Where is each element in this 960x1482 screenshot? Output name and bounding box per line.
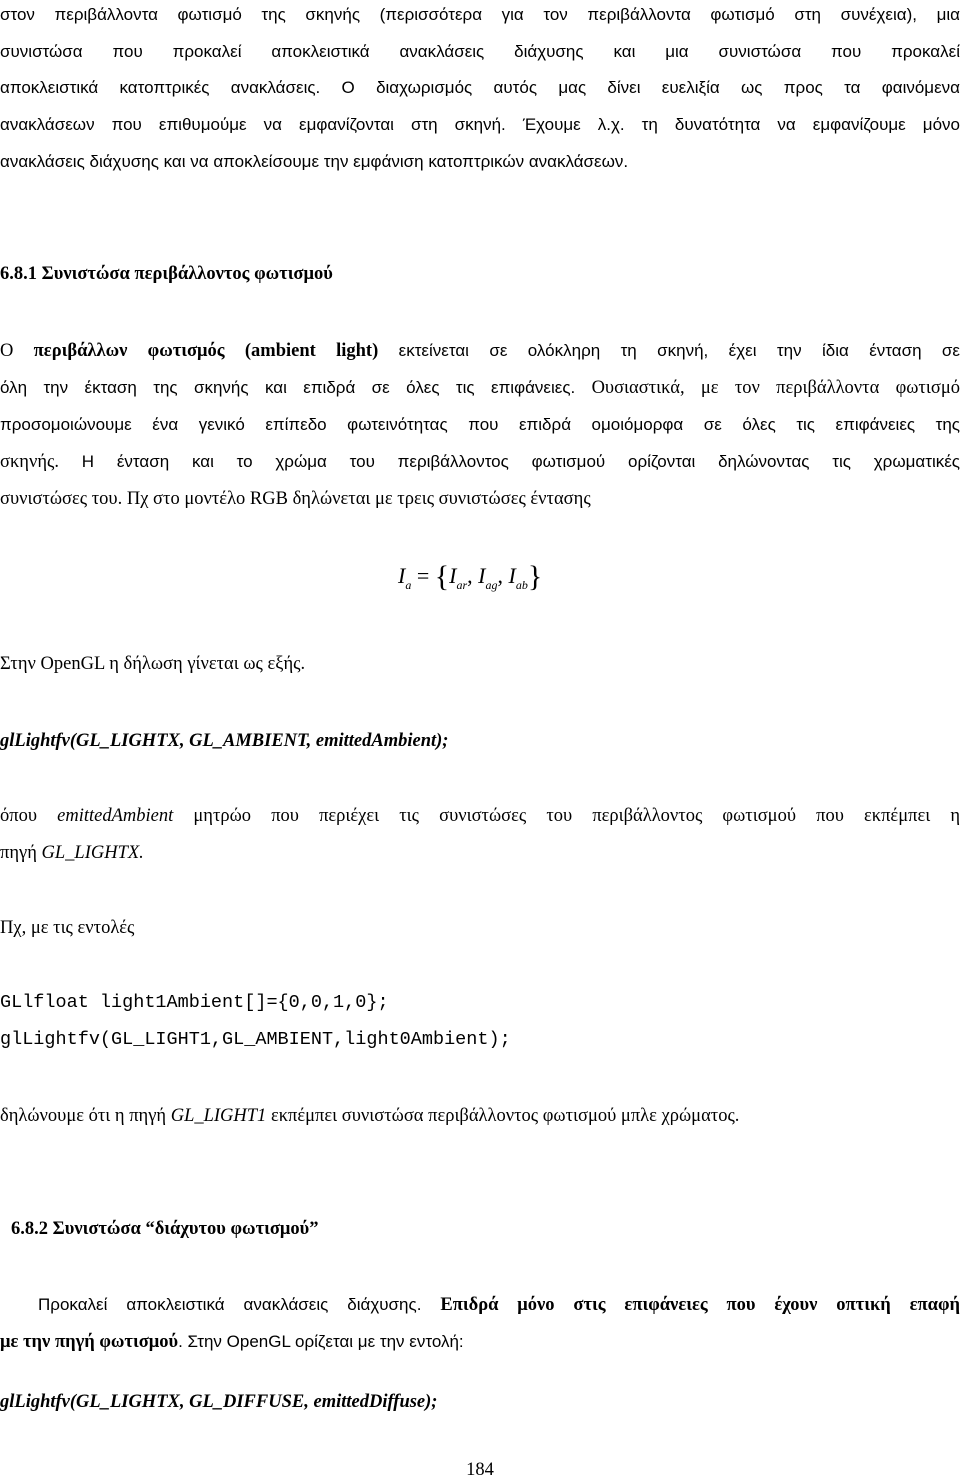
right-brace: } [527,560,543,593]
intro-line-4: ανακλάσεων που επιθυμούμε να εμφανίζονται στη σκηνή. Έχουμε λ.χ. τη δυνατότητα να εμφανίζουμε μόνο [0,115,960,134]
formula-equals: = [416,563,430,588]
text: όπου [0,806,58,826]
left-brace: { [434,560,450,593]
formula-subscript: ag [485,578,498,592]
formula-symbol: I [478,563,486,588]
bold-term: περιβάλλων φωτισμός (ambient light) [33,341,379,361]
text: Ουσιαστικά, με τον περιβάλλοντα φωτισμό [575,378,960,398]
example-intro: Πχ, με τις εντολές [0,918,135,938]
text: Πχ στο μοντέλο RGB δηλώνεται με τρεις συνιστώσες έντασης [122,489,591,509]
p1-line-4 [0,451,960,473]
declaration-sentence [0,1105,960,1127]
p2-line-2 [0,1331,960,1353]
intro-line-2: συνιστώσα που προκαλεί αποκλειστικά ανακλάσεις διάχυσης και μια συνιστώσα που προκαλεί [0,42,960,61]
text: Η ένταση και το χρώμα του περιβάλλοντος φωτισμού ορίζονται δηλώνοντας τις χρωματικές [58,452,960,471]
section-heading-681: 6.8.1 Συνιστώσα περιβάλλοντος φωτισμού [0,264,333,284]
intro-line-1: στον περιβάλλοντα φωτισμό της σκηνής (περισσότερα για τον περιβάλλοντα φωτισμό στη συνέχεια), μια [0,5,960,24]
text: εκτείνεται σε ολόκληρη τη σκηνή, έχει την ίδια ένταση σε [378,341,960,360]
formula-symbol: I [508,563,516,588]
text: πηγή [0,843,42,863]
text: Ο [0,341,34,361]
italic-term: GL_LIGHT1 [170,1106,267,1126]
text: Προκαλεί αποκλειστικά ανακλάσεις διάχυσης. [38,1295,441,1314]
text: όλη την έκταση της σκηνής και επιδρά σε όλες τις επιφάνειες. [0,378,576,397]
p1-line-1 [0,340,960,362]
code-declaration-ambient: glLightfv(GL_LIGHTX, GL_AMBIENT, emittedAmbient); [0,731,449,751]
text: δηλώνουμε ότι η πηγή [0,1106,171,1126]
p1-line-2 [0,377,960,399]
text: εκπέμπει συνιστώσα περιβάλλοντος φωτισμού μπλε χρώματος. [266,1106,740,1126]
p1-line-5 [0,488,960,510]
text: μητρώο που περιέχει τις συνιστώσες του περιβάλλοντος φωτισμού που εκπέμπει η [173,806,960,826]
formula-symbol: I [449,563,457,588]
intro-line-3: αποκλειστικά κατοπτρικές ανακλάσεις. Ο διαχωρισμός αυτός μας δίνει ευελιξία ως προς τα φαινόμενα [0,78,960,97]
section-heading-682: 6.8.2 Συνιστώσα “διάχυτου φωτισμού” [11,1219,319,1239]
p1-line-3: προσομοιώνουμε ένα γενικό επίπεδο φωτεινότητας που επιδρά ομοιόμορφα σε όλες τις επιφάνειες της [0,415,960,434]
text: . Στην OpenGL ορίζεται με την εντολή: [178,1332,464,1351]
bold-text: με την πηγή φωτισμού [0,1332,179,1352]
code-declaration-diffuse: glLightfv(GL_LIGHTX, GL_DIFFUSE, emittedDiffuse); [0,1392,438,1412]
intensity-formula: $I_a = \{I_{ar}$, $I_{ag}$, $I_{ab}$} [398,560,543,593]
p2-line-1 [38,1294,960,1316]
formula-subscript: ar [456,578,468,592]
text: σκηνής. [0,452,59,472]
bold-text: Επιδρά μόνο στις επιφάνειες που έχουν οπτική επαφή [440,1295,960,1315]
page-number: 184 [466,1460,494,1480]
formula-subscript: ab [515,578,528,592]
where-line-1 [0,805,960,827]
opengl-intro: Στην OpenGL η δήλωση γίνεται ως εξής. [0,654,306,674]
intro-line-5: ανακλάσεις διάχυσης και να αποκλείσουμε την εμφάνιση κατοπτρικών ανακλάσεων. [0,152,629,171]
text: συνιστώσες του. [0,489,123,509]
italic-term: emittedAmbient [57,806,174,826]
code-line-1: GLlfloat light1Ambient[]={0,0,1,0}; [0,992,389,1013]
code-line-2: glLightfv(GL_LIGHT1,GL_AMBIENT,light0Ambient); [0,1029,511,1050]
formula-symbol: I [398,563,406,588]
where-line-2 [0,842,960,864]
formula-subscript: a [405,578,412,592]
italic-term: GL_LIGHTX. [41,843,144,863]
